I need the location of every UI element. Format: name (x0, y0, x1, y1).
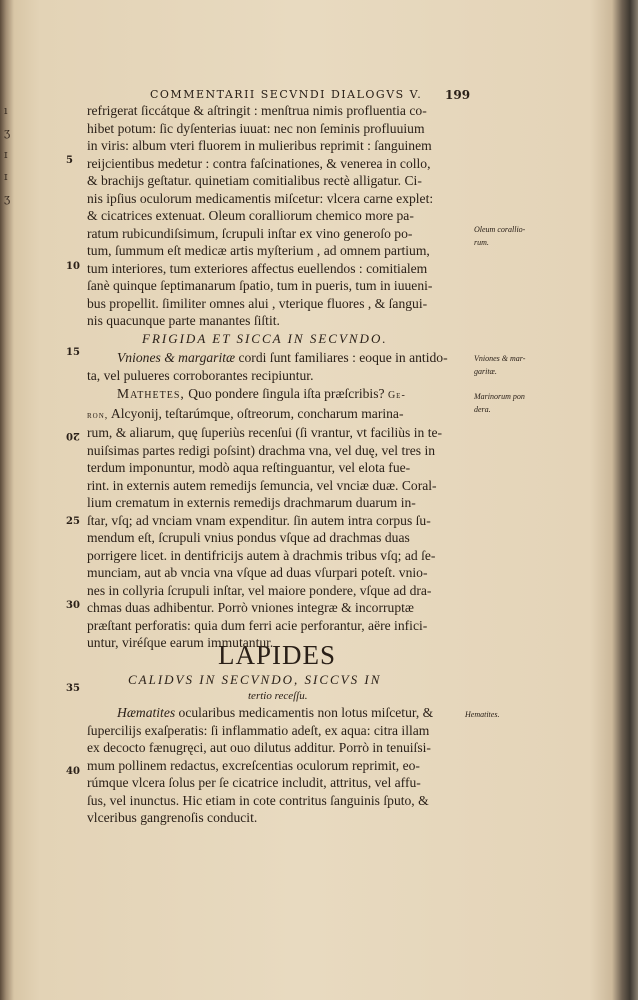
note-line: garitæ. (474, 367, 497, 376)
text-line: ratum rubicundiſsimum, ſcrupuli inſtar ex vino generoſo po- (87, 225, 413, 241)
text-line: rúmque vlcera ſolus per ſe cicatrice includit, attritus, vel affu- (87, 775, 421, 790)
text-line: rum, & aliarum, quę ſuperiùs recenſui (ſi vrantur, vt faciliùs in te- (87, 425, 443, 440)
margin-note-oleum (474, 223, 525, 249)
text-line: refrigerat ſiccátque & aſtringit : menſtrua nimis profluentia co- (87, 103, 427, 118)
text-span: ocularibus medicamentis non lotus miſcetur, & (175, 705, 434, 720)
text-span: Quo pondere ſingula iſta præſcribis? (184, 386, 385, 401)
line-number: 10 (66, 261, 80, 272)
line-number: 15 (66, 347, 80, 358)
paragraph-4 (87, 704, 467, 827)
text-span: cordi ſunt familiares : eoque in antido- (235, 350, 448, 365)
text-line: nes in collyria ſcrupuli inſtar, vel maiore pondere, vſque ad dra- (87, 582, 432, 598)
text-line: tum, ſummum eſt medicæ artis myſterium , ad omnem partium, (87, 243, 430, 258)
text-line: bus propellit. ſimiliter omnes alui , vterique fluores , & ſangui- (87, 295, 428, 311)
heading-calidus-sub: tertio receſſu. (248, 690, 308, 702)
note-line: dera. (474, 405, 491, 414)
line-number: 35 (66, 683, 80, 694)
text-line: ſtar, vſq; ad vnciam vnam expenditur. ſin autem intra corpus ſu- (87, 512, 431, 528)
running-title: COMMENTARII SECVNDI DIALOGVS V. (150, 88, 423, 101)
italic-term: Hæmatites (117, 705, 176, 720)
text-line: præſtant perforatis: quia dum ferri acie perforantur, aëre infici- (87, 617, 428, 633)
text-line: lium crematum in externis remedijs drachmarum duarum in- (87, 495, 416, 510)
note-line: Marinorum pon (474, 392, 525, 401)
text-line: terdum imponuntur, modò aqua reſtinguantur, vel elota fue- (87, 460, 411, 475)
text-line: & brachijs geſtatur. quinetiam comitialibus rectè alligatur. Ci- (87, 173, 422, 188)
line-number: 5 (66, 155, 73, 166)
text-line: ſanè quinque ſeptimanarum ſpatio, tum in pueris, tum in iuueni- (87, 278, 433, 293)
text-line: mendum eſt, ſcrupuli vnius pondus vſque ad drachmas duas (87, 530, 410, 545)
margin-note-uniones (474, 352, 525, 378)
text-span: Alcyonij, teſtarúmque, oſtreorum, concharum marina- (108, 405, 404, 421)
margin-note-hematites: Hematites. (465, 710, 500, 719)
text-line: ſus, vel inunctus. Hic etiam in cote contritus ſanguinis ſputo, & (87, 792, 429, 808)
heading-calidus: CALIDVS IN SECVNDO, SICCVS IN (128, 672, 382, 687)
speaker-name: ron, (87, 409, 109, 421)
line-number: 40 (66, 766, 80, 777)
text-line: reijcientibus medetur : contra faſcinationes, & venerea in collo, (87, 155, 431, 171)
line-number: 30 (66, 600, 80, 611)
text-line: chmas duas adhibentur. Porrò vniones integræ & incorruptæ (87, 600, 414, 615)
text-line: nis ipſius oculorum medicamentis miſcetur: vlcera carne explet: (87, 190, 434, 206)
text-line: vlceribus gangrenoſis conducit. (87, 810, 258, 825)
heading-frigida: FRIGIDA ET SICCA IN SECVNDO. (142, 331, 388, 346)
text-line: tum interiores, tum exteriores affectus euellendos : comitialem (87, 260, 428, 276)
text-line: untur, viréſque earum immutantur. (87, 635, 274, 650)
text-line: ex decocto fænugręci, aut ouo dilutus additur. Porrò in tenuiſsi- (87, 740, 431, 755)
paragraph-3 (87, 385, 467, 652)
binding-edge-marks: ı ʒ ɪ ɪ ʒ (4, 104, 11, 205)
speaker-name: Mathetes, (117, 386, 185, 401)
text-line: rint. in externis autem remedijs ſemuncia, vel vnciæ duæ. Coral- (87, 477, 437, 493)
text-line: nuiſsimas partes redigi poſsint) drachma vna, vel duę, vel tres in (87, 442, 436, 458)
margin-note-marinorum (474, 390, 525, 416)
section-title: LAPIDES (218, 640, 337, 670)
page-number: 199 (445, 88, 471, 102)
text-line: porrigere licet. in dentifricijs autem à drachmis tribus vſq; ad ſe- (87, 547, 436, 563)
paragraph-2 (87, 349, 467, 384)
text-line: in viris: album vteri fluorem in mulieribus reprimit : ſanguinem (87, 138, 432, 153)
text-line: ſupercilijs exaſperatis: ſi inflammatio adeſt, ex aqua: citra illam (87, 722, 430, 738)
line-number: 20 (66, 430, 80, 441)
italic-term: Vniones & margaritæ (117, 350, 236, 365)
text-line: munciam, aut ab vncia vna vſque ad duas vſurpari poteſt. vnio- (87, 565, 428, 580)
text-line: nis quacunque parte manantes ſiſtit. (87, 313, 280, 328)
note-line: Oleum corallio- (474, 225, 526, 234)
text-line: hibet potum: ſic dyſenterias iuuat: nec non ſeminis profluuium (87, 120, 425, 136)
speaker-name: Ge- (387, 390, 406, 401)
text-line: ta, vel pulueres corroborantes recipiuntur. (87, 367, 314, 383)
text-line: & cicatrices extenuat. Oleum coralliorum chemico more pa- (87, 208, 414, 223)
note-line: Vniones & mar- (474, 354, 526, 363)
text-line: mum pollinem redactus, excreſcentias oculorum reprimit, eo- (87, 757, 420, 773)
paragraph-1 (87, 102, 467, 330)
line-number: 25 (66, 516, 80, 527)
note-line: rum. (474, 238, 489, 247)
